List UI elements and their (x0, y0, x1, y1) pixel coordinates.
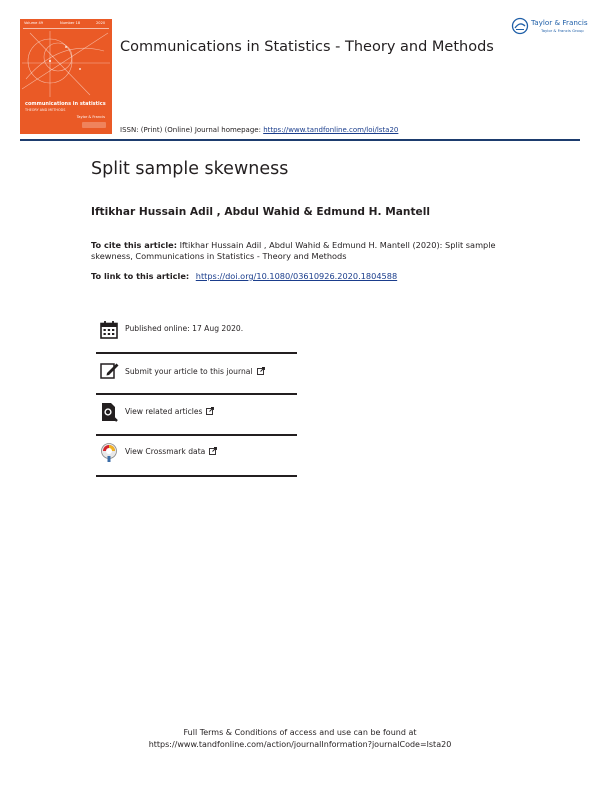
issn-homepage-line (120, 126, 398, 134)
crossmark-icon (98, 442, 120, 464)
crossmark-link[interactable] (125, 447, 217, 456)
cover-geometric-art (20, 29, 112, 99)
external-link-icon (206, 407, 214, 415)
cite-label: To cite this article: (91, 240, 177, 250)
external-link-icon (209, 447, 217, 455)
published-online-text: Published online: 17 Aug 2020. (125, 324, 244, 333)
search-document-icon (98, 401, 120, 423)
footer-journal-info-link[interactable]: https://www.tandfonline.com/action/journalInformation?journalCode=lsta20 (148, 739, 452, 749)
article-title: Split sample skewness (91, 159, 289, 179)
cite-text: Iftikhar Hussain Adil , Abdul Wahid & Edmund H. Mantell (2020): Split sample skewness, Communications in Statistics - Theory and Methods (91, 240, 496, 262)
journal-homepage-link[interactable]: https://www.tandfonline.com/loi/lsta20 (263, 126, 399, 134)
row-divider (96, 475, 297, 477)
publisher-logo[interactable] (511, 17, 588, 39)
related-articles-link[interactable] (125, 407, 214, 416)
citation-block (91, 240, 531, 263)
cover-number: Number 18 (60, 21, 81, 25)
calendar-icon (98, 319, 120, 341)
row-divider (96, 393, 297, 395)
external-link-icon (257, 367, 265, 375)
cover-volume: Volume 49 (24, 21, 44, 25)
cover-title: communications in statistics (25, 101, 106, 107)
cover-publisher-text: Taylor & Francis (76, 115, 105, 120)
row-divider (96, 352, 297, 354)
cover-year: 2020 (96, 21, 106, 25)
journal-cover-image (20, 19, 112, 134)
edit-icon (98, 360, 120, 382)
publisher-logo-name: Taylor & Francis (531, 18, 588, 27)
article-link-line (91, 271, 397, 281)
footer-terms (0, 727, 600, 750)
related-articles-label: View related articles (125, 407, 203, 416)
publisher-logo-tagline: Taylor & Francis Group (541, 28, 584, 33)
cover-publisher-logo-icon (82, 122, 106, 128)
doi-link[interactable]: https://doi.org/10.1080/03610926.2020.1804588 (195, 271, 398, 281)
journal-title: Communications in Statistics - Theory and Methods (120, 39, 494, 55)
cover-subtitle: THEORY AND METHODS (25, 108, 66, 112)
link-label: To link to this article: (91, 271, 190, 281)
header-divider (20, 139, 580, 141)
article-authors: Iftikhar Hussain Adil , Abdul Wahid & Edmund H. Mantell (91, 206, 430, 218)
row-divider (96, 434, 297, 436)
crossmark-label: View Crossmark data (125, 447, 206, 456)
issn-prefix: ISSN: (Print) (Online) Journal homepage: (120, 126, 261, 134)
submit-article-link[interactable] (125, 367, 265, 376)
submit-article-label: Submit your article to this journal (125, 367, 253, 376)
footer-line-1: Full Terms & Conditions of access and use can be found at (183, 728, 417, 737)
